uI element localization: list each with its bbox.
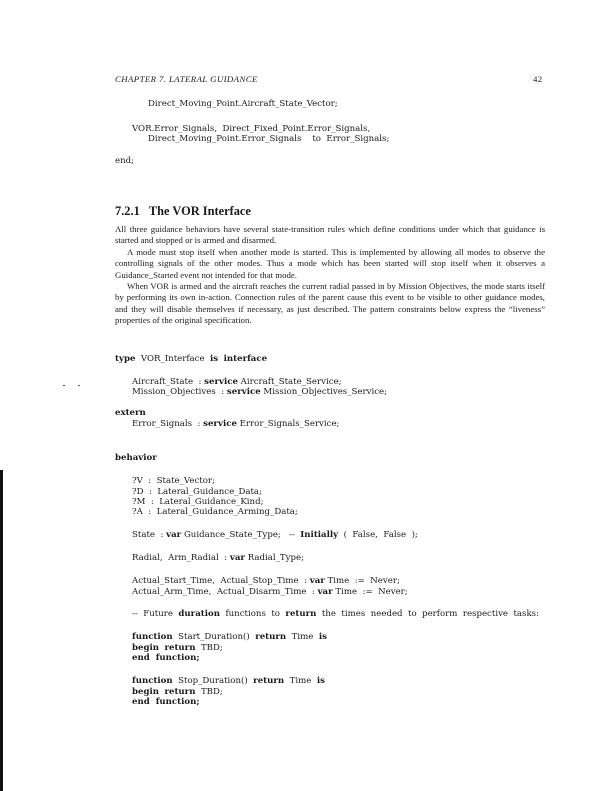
body-text <box>115 224 545 327</box>
identifier: Guidance_State_Type; -- <box>183 530 301 540</box>
keyword: var <box>317 587 333 597</box>
identifier: VOR_Interface <box>140 354 205 364</box>
code-line <box>132 530 418 541</box>
keyword: is <box>318 632 327 642</box>
code-comment <box>132 609 539 620</box>
code-line <box>132 553 304 564</box>
code-line: ?A : Lateral_Guidance_Arming_Data; <box>132 507 298 517</box>
identifier: TBD; <box>200 643 223 653</box>
identifier: ( False, False ); <box>338 530 418 540</box>
scan-edge <box>0 470 3 791</box>
paragraph: A mode must stop itself when another mode is started. This is implemented by allowing all modes to observe the controlling signals of the other modes. Thus a mode which has been started will stop itself when it observes a Guidance_Started event not intended for that mode. <box>115 246 545 280</box>
scan-speck <box>78 385 80 386</box>
code-line: end function; <box>132 697 200 707</box>
keyword: is <box>210 354 219 364</box>
keyword: return <box>253 676 285 686</box>
code-line <box>132 587 408 598</box>
identifier: Actual_Start_Time, Actual_Stop_Time : <box>132 576 307 586</box>
identifier: Time <box>289 676 312 686</box>
identifier: Stop_Duration() <box>178 676 248 686</box>
identifier: TBD; <box>200 687 223 697</box>
code-line <box>115 354 267 365</box>
code-line: Direct_Moving_Point.Error_Signals to Error_Signals; <box>148 134 390 144</box>
keyword: Initially <box>300 530 339 540</box>
code-line <box>132 576 400 587</box>
keyword: begin <box>132 643 159 653</box>
keyword: begin <box>132 687 159 697</box>
keyword: service <box>226 387 261 397</box>
identifier: Error_Signals : <box>132 419 201 429</box>
identifier: Time := Never; <box>335 587 408 597</box>
identifier: Aircraft_State : <box>132 377 202 387</box>
code-line: Direct_Moving_Point.Aircraft_State_Vector; <box>148 99 338 109</box>
code-line: ?M : Lateral_Guidance_Kind; <box>132 497 264 507</box>
keyword: return <box>164 687 196 697</box>
code-line: ?D : Lateral_Guidance_Data; <box>132 487 262 497</box>
keyword: return <box>164 643 196 653</box>
identifier: Mission_Objectives : <box>132 387 225 397</box>
page-number: 42 <box>533 74 543 84</box>
running-header: CHAPTER 7. LATERAL GUIDANCE <box>115 74 258 84</box>
comment-text: functions to <box>225 609 280 619</box>
keyword: type <box>115 354 136 364</box>
identifier: State : <box>132 530 164 540</box>
keyword: is <box>316 676 325 686</box>
keyword: var <box>166 530 182 540</box>
keyword: duration <box>178 609 220 619</box>
code-line <box>132 676 325 687</box>
identifier: Mission_Objectives_Service; <box>263 387 387 397</box>
keyword: var <box>229 553 245 563</box>
code-line <box>115 453 157 464</box>
identifier: Radial_Type; <box>247 553 304 563</box>
comment-text: the times needed to perform respective tasks: <box>321 609 539 619</box>
identifier: Aircraft_State_Service; <box>240 377 342 387</box>
code-line: ?V : State_Vector; <box>132 476 215 486</box>
keyword: return <box>285 609 317 619</box>
keyword: service <box>204 377 238 387</box>
keyword: behavior <box>115 453 157 463</box>
keyword: extern <box>115 408 146 418</box>
keyword: return <box>255 632 287 642</box>
scan-speck <box>63 385 65 386</box>
code-line: VOR.Error_Signals, Direct_Fixed_Point.Error_Signals, <box>132 124 371 134</box>
identifier: Radial, Arm_Radial : <box>132 553 228 563</box>
section-heading: 7.2.1 The VOR Interface <box>115 204 251 218</box>
identifier: Error_Signals_Service; <box>239 419 340 429</box>
code-line: end function; <box>132 653 200 663</box>
keyword: function <box>132 632 173 642</box>
identifier: Actual_Arm_Time, Actual_Disarm_Time : <box>132 587 315 597</box>
code-line <box>115 408 146 419</box>
keyword: var <box>309 576 325 586</box>
code-line <box>132 632 327 643</box>
code-line <box>132 419 339 430</box>
keyword: interface <box>223 354 268 364</box>
paragraph: All three guidance behaviors have several state-transition rules which define conditions under which that guidance is started and stopped or is armed and disarmed. <box>115 224 545 246</box>
paragraph: When VOR is armed and the aircraft reaches the current radial passed in by Mission Objectives, the mode starts itself by performing its own in-action. Connection rules of the parent cause this event to be visible to other guidance modes, and they will disable themselves if necessary, as just described. The pattern constraints below express the “liveness” properties of the original specification. <box>115 281 545 326</box>
keyword: function <box>132 676 173 686</box>
keyword: service <box>203 419 237 429</box>
code-line <box>132 387 387 398</box>
identifier: Time <box>291 632 314 642</box>
identifier: Start_Duration() <box>178 632 250 642</box>
identifier: Time := Never; <box>327 576 400 586</box>
comment-text: -- Future <box>132 609 173 619</box>
code-line: end; <box>115 156 135 166</box>
